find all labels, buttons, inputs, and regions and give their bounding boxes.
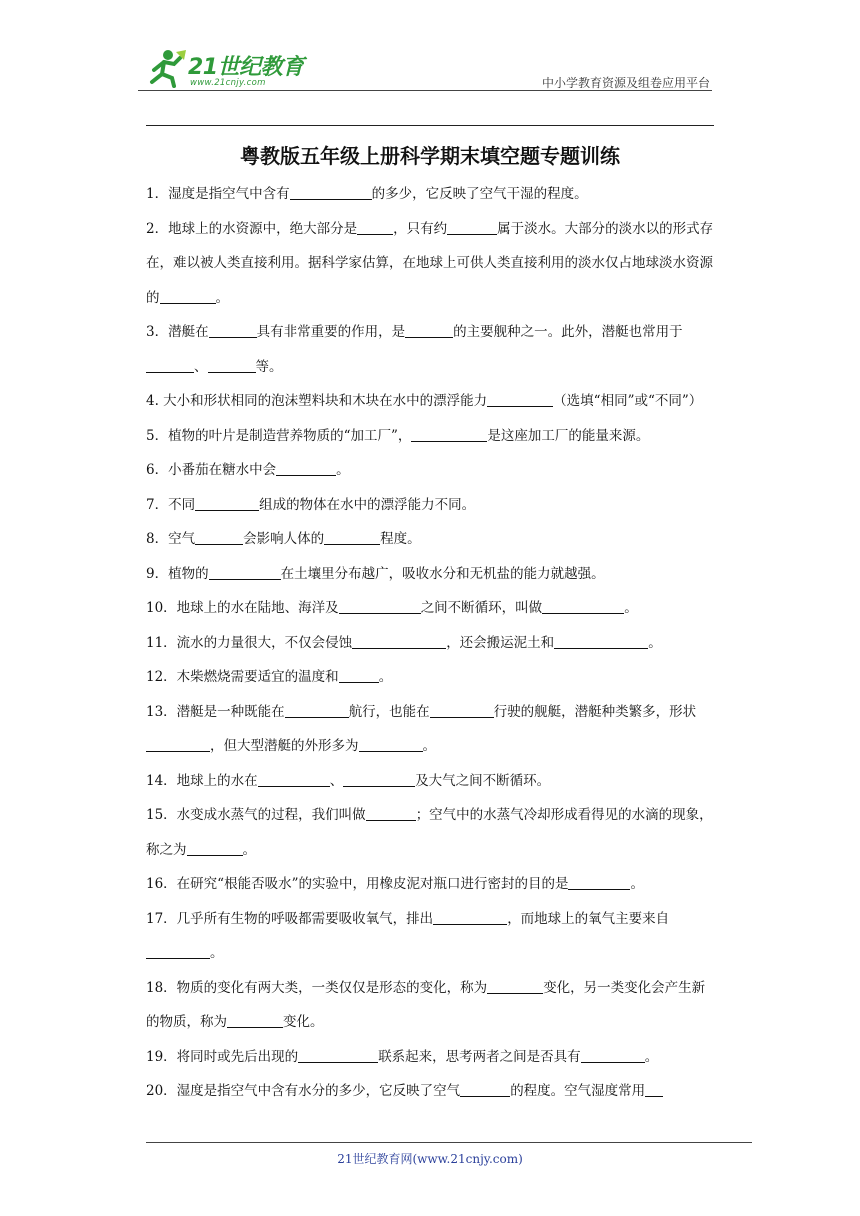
question-item <box>146 798 716 867</box>
question-text: 。 <box>378 669 393 685</box>
answer-blank[interactable] <box>366 807 416 822</box>
question-text: 2．地球上的水资源中，绝大部分是 <box>146 220 358 237</box>
question-item <box>146 419 716 454</box>
question-text: ，还会搬运泥土和 <box>446 634 555 651</box>
question-text: 6．小番茄在糖水中会 <box>146 462 277 478</box>
question-item <box>146 488 716 523</box>
answer-blank[interactable] <box>359 738 423 753</box>
answer-blank[interactable] <box>324 531 380 546</box>
answer-blank[interactable] <box>405 324 453 339</box>
question-text: ，但大型潜艇的外形多为 <box>210 738 359 754</box>
answer-blank[interactable] <box>208 358 256 373</box>
question-item <box>146 591 716 626</box>
answer-blank[interactable] <box>460 1083 510 1098</box>
answer-blank[interactable] <box>411 427 487 442</box>
answer-blank[interactable] <box>581 1048 645 1063</box>
question-text: 。 <box>624 600 638 616</box>
question-item <box>146 384 716 419</box>
question-item <box>146 453 716 488</box>
header-divider <box>138 90 712 91</box>
question-text: 的多少，它反映了空气干湿的程度。 <box>371 186 588 202</box>
question-text: 8．空气 <box>146 531 196 547</box>
question-text: 10．地球上的水在陆地、海洋及 <box>146 600 339 616</box>
answer-blank[interactable] <box>352 634 446 649</box>
question-text: 。 <box>422 738 436 754</box>
question-text: 16．在研究“根能否吸水”的实验中，用橡皮泥对瓶口进行密封的目的是 <box>146 876 569 892</box>
question-text: 、 <box>194 358 208 375</box>
question-text: 15．水变成水蒸气的过程，我们叫做 <box>146 807 366 823</box>
runner-icon <box>146 48 190 88</box>
question-text: ，只有约 <box>393 220 448 237</box>
answer-blank[interactable] <box>209 565 281 580</box>
question-text: 12．木柴燃烧需要适宜的温度和 <box>146 669 339 685</box>
question-text: 变化。 <box>283 1014 324 1030</box>
answer-blank[interactable] <box>276 462 336 477</box>
question-item <box>146 1040 716 1075</box>
question-text: 。 <box>648 634 662 651</box>
question-item <box>146 315 716 384</box>
answer-blank[interactable] <box>209 324 257 339</box>
question-text: 19．将同时或先后出现的 <box>146 1048 299 1065</box>
question-text: 的主要舰种之一。此外，潜艇也常用于 <box>453 324 683 340</box>
question-item <box>146 212 716 316</box>
answer-blank[interactable] <box>195 496 259 511</box>
footer-link[interactable]: 21世纪教育网(www.21cnjy.com) <box>337 1152 523 1166</box>
answer-blank[interactable] <box>298 1048 378 1063</box>
question-text: ；空气中的水蒸气冷却形成看得见的水滴的现象，称之为 <box>146 807 713 858</box>
question-text: 联系起来，思考两者之间是否具有 <box>378 1048 581 1065</box>
question-text: 组成的物体在水中的漂浮能力不同。 <box>259 496 476 513</box>
question-text: ，而地球上的氧气主要来自 <box>507 910 670 927</box>
question-text: 。 <box>336 462 350 478</box>
question-item <box>146 764 716 799</box>
question-item <box>146 177 716 212</box>
question-text: 20．湿度是指空气中含有水分的多少，它反映了空气 <box>146 1083 461 1099</box>
answer-blank[interactable] <box>343 772 415 787</box>
site-logo <box>146 48 316 92</box>
logo-url: www.21cnjy.com <box>190 78 266 88</box>
answer-blank[interactable] <box>146 945 210 960</box>
question-text: 5．植物的叶片是制造营养物质的“加工厂”， <box>146 427 412 444</box>
answer-blank[interactable] <box>285 703 349 718</box>
footer-divider <box>146 1142 752 1143</box>
question-item <box>146 902 716 971</box>
question-text: 13．潜艇是一种既能在 <box>146 703 285 720</box>
question-text: 14．地球上的水在 <box>146 772 258 789</box>
answer-blank[interactable] <box>357 220 393 235</box>
answer-blank[interactable] <box>487 979 543 994</box>
question-text: 会影响人体的 <box>243 531 325 547</box>
platform-label: 中小学教育资源及组卷应用平台 <box>541 76 710 90</box>
question-item <box>146 522 716 557</box>
question-item <box>146 695 716 764</box>
answer-blank[interactable] <box>554 634 648 649</box>
question-text: 等。 <box>255 358 283 375</box>
question-text: 。 <box>215 289 229 306</box>
question-text: 的程度。空气湿度常用 <box>510 1083 646 1099</box>
question-text: 。 <box>630 876 644 892</box>
question-text: 航行，也能在 <box>348 703 430 720</box>
question-text: 之间不断循环，叫做 <box>420 600 543 616</box>
question-item <box>146 626 716 661</box>
page-title: 粤教版五年级上册科学期末填空题专题训练 <box>240 144 620 168</box>
question-text: 具有非常重要的作用，是 <box>256 324 406 340</box>
question-text: 变化，另一类变化会产生新的物质，称为 <box>146 979 706 1030</box>
answer-blank[interactable] <box>430 703 494 718</box>
answer-blank[interactable] <box>227 1014 283 1029</box>
question-text: 11．流水的力量很大，不仅会侵蚀 <box>146 634 353 651</box>
title-divider <box>146 125 714 126</box>
question-text: 1．湿度是指空气中含有 <box>146 186 290 202</box>
question-list <box>146 177 716 1109</box>
question-text: 。 <box>210 945 224 961</box>
question-item <box>146 660 716 695</box>
answer-blank[interactable] <box>160 289 216 304</box>
question-text: 、 <box>329 772 344 789</box>
answer-blank[interactable] <box>258 772 330 787</box>
answer-blank[interactable] <box>568 876 630 891</box>
question-text: 3．潜艇在 <box>146 324 209 340</box>
question-item <box>146 971 716 1040</box>
question-text: 7．不同 <box>146 496 196 513</box>
question-text: （选填“相同”或“不同”） <box>553 393 703 409</box>
answer-blank[interactable] <box>146 738 210 753</box>
question-text: 。 <box>644 1048 659 1065</box>
question-text: 17．几乎所有生物的呼吸都需要吸收氧气，排出 <box>146 910 434 927</box>
answer-blank[interactable] <box>487 393 553 408</box>
answer-blank[interactable] <box>542 600 624 615</box>
question-text: 属于淡水。大部分的淡水以的形式存在，难以被人类直接利用。据科学家估算，在地球上可供人类直接利用的淡水仅占地球淡水资源的 <box>146 220 714 306</box>
answer-blank[interactable] <box>146 358 194 373</box>
question-text: 9．植物的 <box>146 565 209 582</box>
question-item <box>146 867 716 902</box>
question-text: 是这座加工厂的能量来源。 <box>487 427 650 444</box>
answer-blank[interactable] <box>339 600 421 615</box>
question-text: 18．物质的变化有两大类，一类仅仅是形态的变化，称为 <box>146 979 488 996</box>
question-text: 。 <box>242 841 256 858</box>
answer-blank[interactable] <box>339 669 379 684</box>
question-item <box>146 557 716 592</box>
answer-blank[interactable] <box>187 841 243 856</box>
answer-blank[interactable] <box>290 186 372 201</box>
question-text: 及大气之间不断循环。 <box>415 772 551 789</box>
logo-text: 21世纪教育 <box>188 55 304 80</box>
question-text: 程度。 <box>380 531 421 547</box>
question-item <box>146 1074 716 1109</box>
answer-blank[interactable] <box>433 910 507 925</box>
question-text: 4. 大小和形状相同的泡沫塑料块和木块在水中的漂浮能力 <box>146 393 488 409</box>
answer-blank[interactable] <box>195 531 243 546</box>
question-text: 在土壤里分布越广，吸收水分和无机盐的能力就越强。 <box>280 565 605 582</box>
answer-blank[interactable] <box>645 1083 663 1098</box>
question-text: 行驶的舰艇，潜艇种类繁多，形状 <box>493 703 697 720</box>
answer-blank[interactable] <box>447 220 497 235</box>
